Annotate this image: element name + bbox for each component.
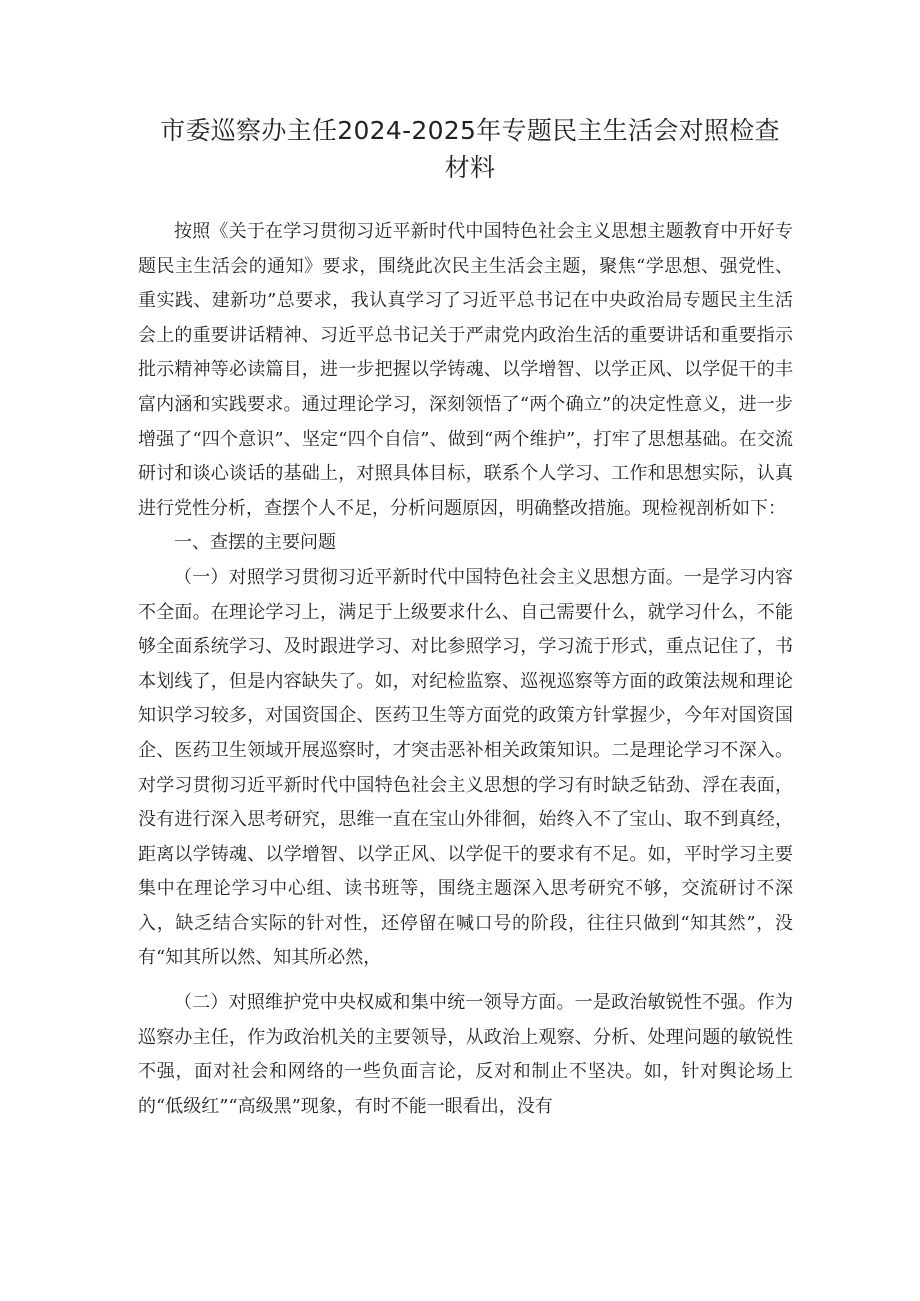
document-body	[138, 215, 793, 1124]
title-line-1: 市委巡察办主任2024-2025年专题民主生活会对照检查	[160, 116, 780, 145]
section-heading-1: 一、查摆的主要问题	[174, 532, 336, 554]
title-line-2: 材料	[444, 153, 496, 182]
section-1-item-2: （二）对照维护党中央权威和集中统一领导方面。一是政治敏锐性不强。作为巡察办主任，作为政治机关的主要领导，从政治上观察、分析、处理问题的敏锐性不强，面对社会和网络的一些负面言论，反对和制止不坚决。如，针对舆论场上的“低级红”“高级黑”现象，有时不能一眼看出，没有	[138, 992, 793, 1117]
document-title	[140, 112, 800, 186]
intro-paragraph: 按照《关于在学习贯彻习近平新时代中国特色社会主义思想主题教育中开好专题民主生活会的通知》要求，围绕此次民主生活会主题，聚焦“学思想、强党性、重实践、建新功”总要求，我认真学习了习近平总书记在中央政治局专题民主生活会上的重要讲话精神、习近平总书记关于严肃党内政治生活的重要讲话和重要指示批示精神等必读篇目，进一步把握以学铸魂、以学增智、以学正风、以学促干的丰富内涵和实践要求。通过理论学习，深刻领悟了“两个确立”的决定性意义，进一步增强了“四个意识”、坚定“四个自信”、做到“两个维护”，打牢了思想基础。在交流研讨和谈心谈话的基础上，对照具体目标，联系个人学习、工作和思想实际，认真进行党性分析，查摆个人不足，分析问题原因，明确整改措施。现检视剖析如下：	[138, 221, 793, 519]
section-1-item-1: （一）对照学习贯彻习近平新时代中国特色社会主义思想方面。一是学习内容不全面。在理论学习上，满足于上级要求什么、自己需要什么，就学习什么，不能够全面系统学习、及时跟进学习、对比参照学习，学习流于形式，重点记住了，书本划线了，但是内容缺失了。如，对纪检监察、巡视巡察等方面的政策法规和理论知识学习较多，对国资国企、医药卫生等方面党的政策方针掌握少，今年对国资国企、医药卫生领域开展巡察时，才突击恶补相关政策知识。二是理论学习不深入。对学习贯彻习近平新时代中国特色社会主义思想的学习有时缺乏钻劲、浮在表面，没有进行深入思考研究，思维一直在宝山外徘徊，始终入不了宝山、取不到真经，距离以学铸魂、以学增智、以学正风、以学促干的要求有不足。如，平时学习主要集中在理论学习中心组、读书班等，围绕主题深入思考研究不够，交流研讨不深入，缺乏结合实际的针对性，还停留在喊口号的阶段，往往只做到“知其然”，没有“知其所以然、知其所必然，	[138, 566, 793, 969]
